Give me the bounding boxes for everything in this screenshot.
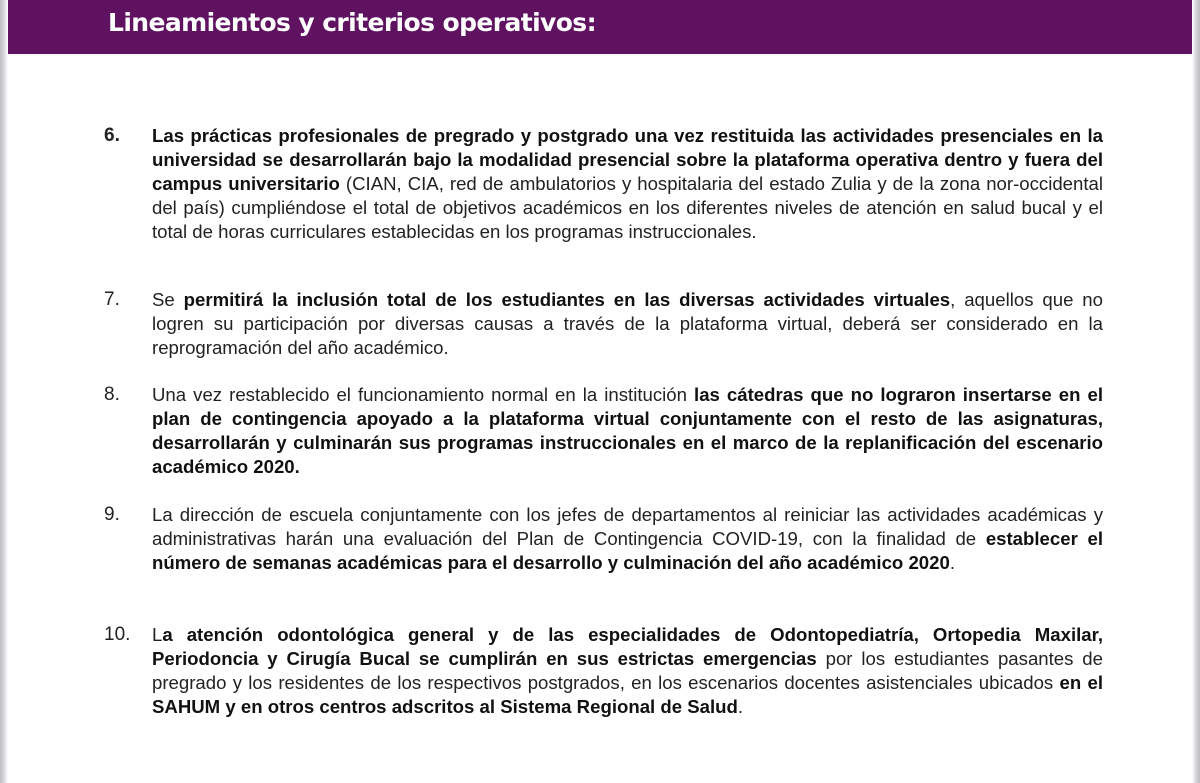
item-text-regular: L xyxy=(152,624,163,645)
item-number: 6. xyxy=(104,125,120,146)
item-text xyxy=(152,288,1103,360)
item-text-regular: . xyxy=(949,552,955,573)
item-text-bold: permitirá la inclusión total de los estudiantes en las diversas actividades virtuales xyxy=(183,289,951,310)
item-text xyxy=(152,623,1103,719)
item-number: 8. xyxy=(104,384,120,405)
item-number: 9. xyxy=(104,504,120,525)
item-text-regular: Se xyxy=(152,289,184,310)
section-title: Lineamientos y criterios operativos: xyxy=(108,8,596,37)
item-number: 10. xyxy=(104,624,131,645)
item-text-bold: las cátedras que no lograron insertarse en el plan de contingencia apoyado a la plataforma virtual conjuntamente con el resto de las asignaturas, desarrollarán y culminarán sus programas instruccionales en el marco de la replanificación del escenario académico 2020. xyxy=(152,384,1104,477)
item-text-bold: a atención odontológica general y de las especialidades de Odontopediatría, Ortopedia Maxilar, Periodoncia y Cirugía Bucal se cumplirán en sus estrictas emergencias xyxy=(152,624,1103,669)
item-number: 7. xyxy=(104,289,120,310)
item-text xyxy=(152,383,1103,479)
item-text-regular: por los estudiantes pasantes de pregrado y los residentes de los respectivos postgrados, en los escenarios docentes asistenciales ubicados xyxy=(152,648,1103,693)
item-text-bold: establecer el número de semanas académicas para el desarrollo y culminación del año académico 2020 xyxy=(152,528,1103,573)
item-text xyxy=(152,124,1103,244)
item-text-regular: , aquellos que no logren su participación por diversas causas a través de la plataforma virtual, deberá ser considerado en la reprogramación del año académico. xyxy=(152,289,1103,358)
item-text-bold: Las prácticas profesionales de pregrado y postgrado una vez restituida las actividades presenciales en la universidad se desarrollarán bajo la modalidad presencial sobre la plataforma operativa dentro y fuera del campus universitario xyxy=(152,125,1103,194)
item-text-regular: (CIAN, CIA, red de ambulatorios y hospitalaria del estado Zulia y de la zona nor-occidental del país) cumpliéndose el total de objetivos académicos en los diferentes niveles de atención en salud bucal y el total de horas curriculares establecidas en los programas instruccionales. xyxy=(152,173,1103,242)
item-text xyxy=(152,503,1103,575)
item-text-regular: La dirección de escuela conjuntamente con los jefes de departamentos al reiniciar las actividades académicas y administrativas harán una evaluación del Plan de Contingencia COVID-19, con la finalidad de xyxy=(152,504,1103,549)
item-text-regular: Una vez restablecido el funcionamiento normal en la institución xyxy=(152,384,695,405)
item-text-bold: en el SAHUM y en otros centros adscritos al Sistema Regional de Salud xyxy=(152,672,1103,717)
item-text-regular: . xyxy=(737,696,744,717)
